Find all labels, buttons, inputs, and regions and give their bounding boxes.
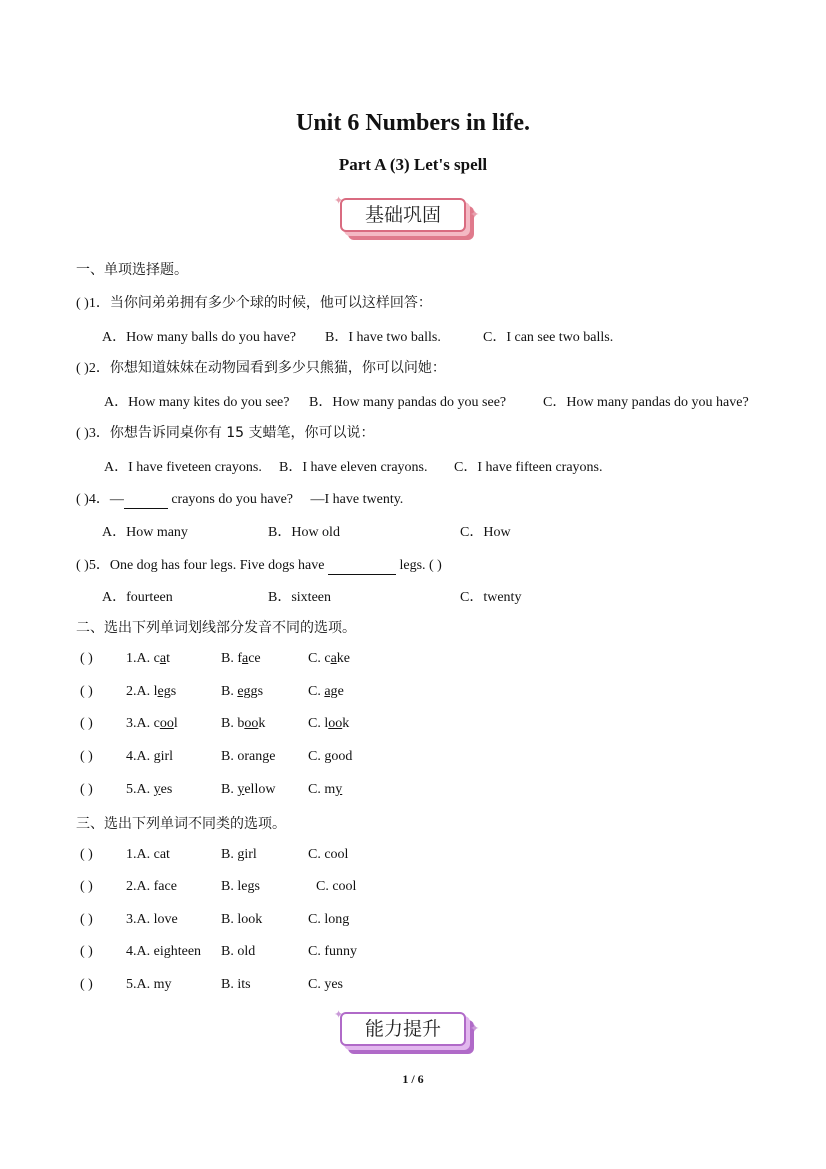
option-a[interactable]: A．How many balls do you have? — [102, 330, 297, 345]
option-a[interactable]: 2.A. legs — [126, 684, 177, 699]
option-b[interactable]: B. legs — [221, 879, 260, 894]
banner-label: 基础巩固 — [340, 198, 466, 232]
section-heading: 二、选出下列单词划线部分发音不同的选项。 — [76, 620, 356, 636]
option-a[interactable]: A．How many kites do you see? — [104, 395, 290, 410]
option-b[interactable]: B．I have eleven crayons. — [279, 460, 428, 475]
option-b[interactable]: B. orange — [221, 749, 276, 764]
answer-paren[interactable]: ( ) — [80, 879, 93, 894]
answer-blank[interactable] — [124, 492, 168, 509]
sparkle-icon: ✦ — [470, 1022, 480, 1035]
sparkle-icon: ✦ — [334, 194, 344, 207]
answer-paren[interactable]: ( ) — [80, 716, 93, 731]
option-a[interactable]: 2.A. face — [126, 879, 177, 894]
answer-paren[interactable]: ( ) — [80, 847, 93, 862]
sparkle-icon: ✦ — [334, 1008, 344, 1021]
answer-paren[interactable]: ( ) — [80, 977, 93, 992]
option-b[interactable]: B．sixteen — [268, 590, 331, 605]
option-c[interactable]: C．I can see two balls. — [483, 330, 614, 345]
option-c[interactable]: C．I have fifteen crayons. — [454, 460, 603, 475]
option-c[interactable]: C. yes — [308, 977, 343, 992]
banner-label: 能力提升 — [340, 1012, 466, 1046]
answer-paren[interactable]: ( ) — [80, 944, 93, 959]
page-subtitle: Part A (3) Let's spell — [338, 155, 488, 174]
sparkle-icon: ✦ — [470, 208, 480, 221]
page-title: Unit 6 Numbers in life. — [296, 110, 530, 136]
question-2: ( )2．你想知道妹妹在动物园看到多少只熊猫，你可以问她： — [76, 360, 446, 376]
option-a[interactable]: 1.A. cat — [126, 847, 170, 862]
option-c[interactable]: C. good — [308, 749, 353, 764]
option-c[interactable]: C．How — [460, 525, 511, 540]
section-banner-advanced — [334, 1008, 480, 1058]
option-c[interactable]: C. cake — [308, 651, 350, 666]
option-c[interactable]: C. cool — [308, 847, 349, 862]
option-b[interactable]: B. face — [221, 651, 261, 666]
section-heading: 一、单项选择题。 — [76, 262, 188, 278]
option-b[interactable]: B．I have two balls. — [325, 330, 441, 345]
section-banner-basic — [334, 194, 480, 244]
option-a[interactable]: 4.A. eighteen — [126, 944, 202, 959]
option-b[interactable]: B．How many pandas do you see? — [309, 395, 507, 410]
answer-blank[interactable] — [328, 558, 396, 575]
option-a[interactable]: A．I have fiveteen crayons. — [104, 460, 262, 475]
answer-paren[interactable]: ( ) — [80, 912, 93, 927]
option-a[interactable]: A．fourteen — [102, 590, 173, 605]
option-a[interactable]: 3.A. cool — [126, 716, 178, 731]
option-a[interactable]: 1.A. cat — [126, 651, 170, 666]
section-heading: 三、选出下列单词不同类的选项。 — [76, 816, 286, 832]
option-c[interactable]: C．How many pandas do you have? — [543, 395, 749, 410]
option-c[interactable]: C. look — [308, 716, 350, 731]
answer-paren[interactable]: ( ) — [80, 651, 93, 666]
option-b[interactable]: B. girl — [221, 847, 257, 862]
question-5: ( )5．One dog has four legs. Five dogs have legs. ( ) — [76, 558, 442, 573]
question-3: ( )3．你想告诉同桌你有 15 支蜡笔，你可以说： — [76, 425, 375, 441]
page-number: 1 / 6 — [402, 1072, 424, 1086]
option-a[interactable]: A．How many — [102, 525, 188, 540]
option-c[interactable]: C. funny — [308, 944, 357, 959]
option-b[interactable]: B. yellow — [221, 782, 276, 797]
option-b[interactable]: B. eggs — [221, 684, 264, 699]
question-4: ( )4．— crayons do you have? —I have twenty. — [76, 492, 404, 507]
answer-paren[interactable]: ( ) — [80, 684, 93, 699]
option-c[interactable]: C. long — [308, 912, 350, 927]
option-b[interactable]: B．How old — [268, 525, 340, 540]
option-b[interactable]: B. book — [221, 716, 266, 731]
question-1: ( )1．当你问弟弟拥有多少个球的时候，他可以这样回答： — [76, 295, 432, 311]
option-a[interactable]: 5.A. my — [126, 977, 172, 992]
option-b[interactable]: B. old — [221, 944, 256, 959]
answer-paren[interactable]: ( ) — [80, 749, 93, 764]
option-c[interactable]: C. cool — [316, 879, 357, 894]
option-a[interactable]: 5.A. yes — [126, 782, 173, 797]
option-b[interactable]: B. its — [221, 977, 251, 992]
option-c[interactable]: C. age — [308, 684, 344, 699]
option-b[interactable]: B. look — [221, 912, 263, 927]
answer-paren[interactable]: ( ) — [80, 782, 93, 797]
option-a[interactable]: 4.A. girl — [126, 749, 174, 764]
option-c[interactable]: C. my — [308, 782, 343, 797]
option-a[interactable]: 3.A. love — [126, 912, 178, 927]
option-c[interactable]: C．twenty — [460, 590, 522, 605]
